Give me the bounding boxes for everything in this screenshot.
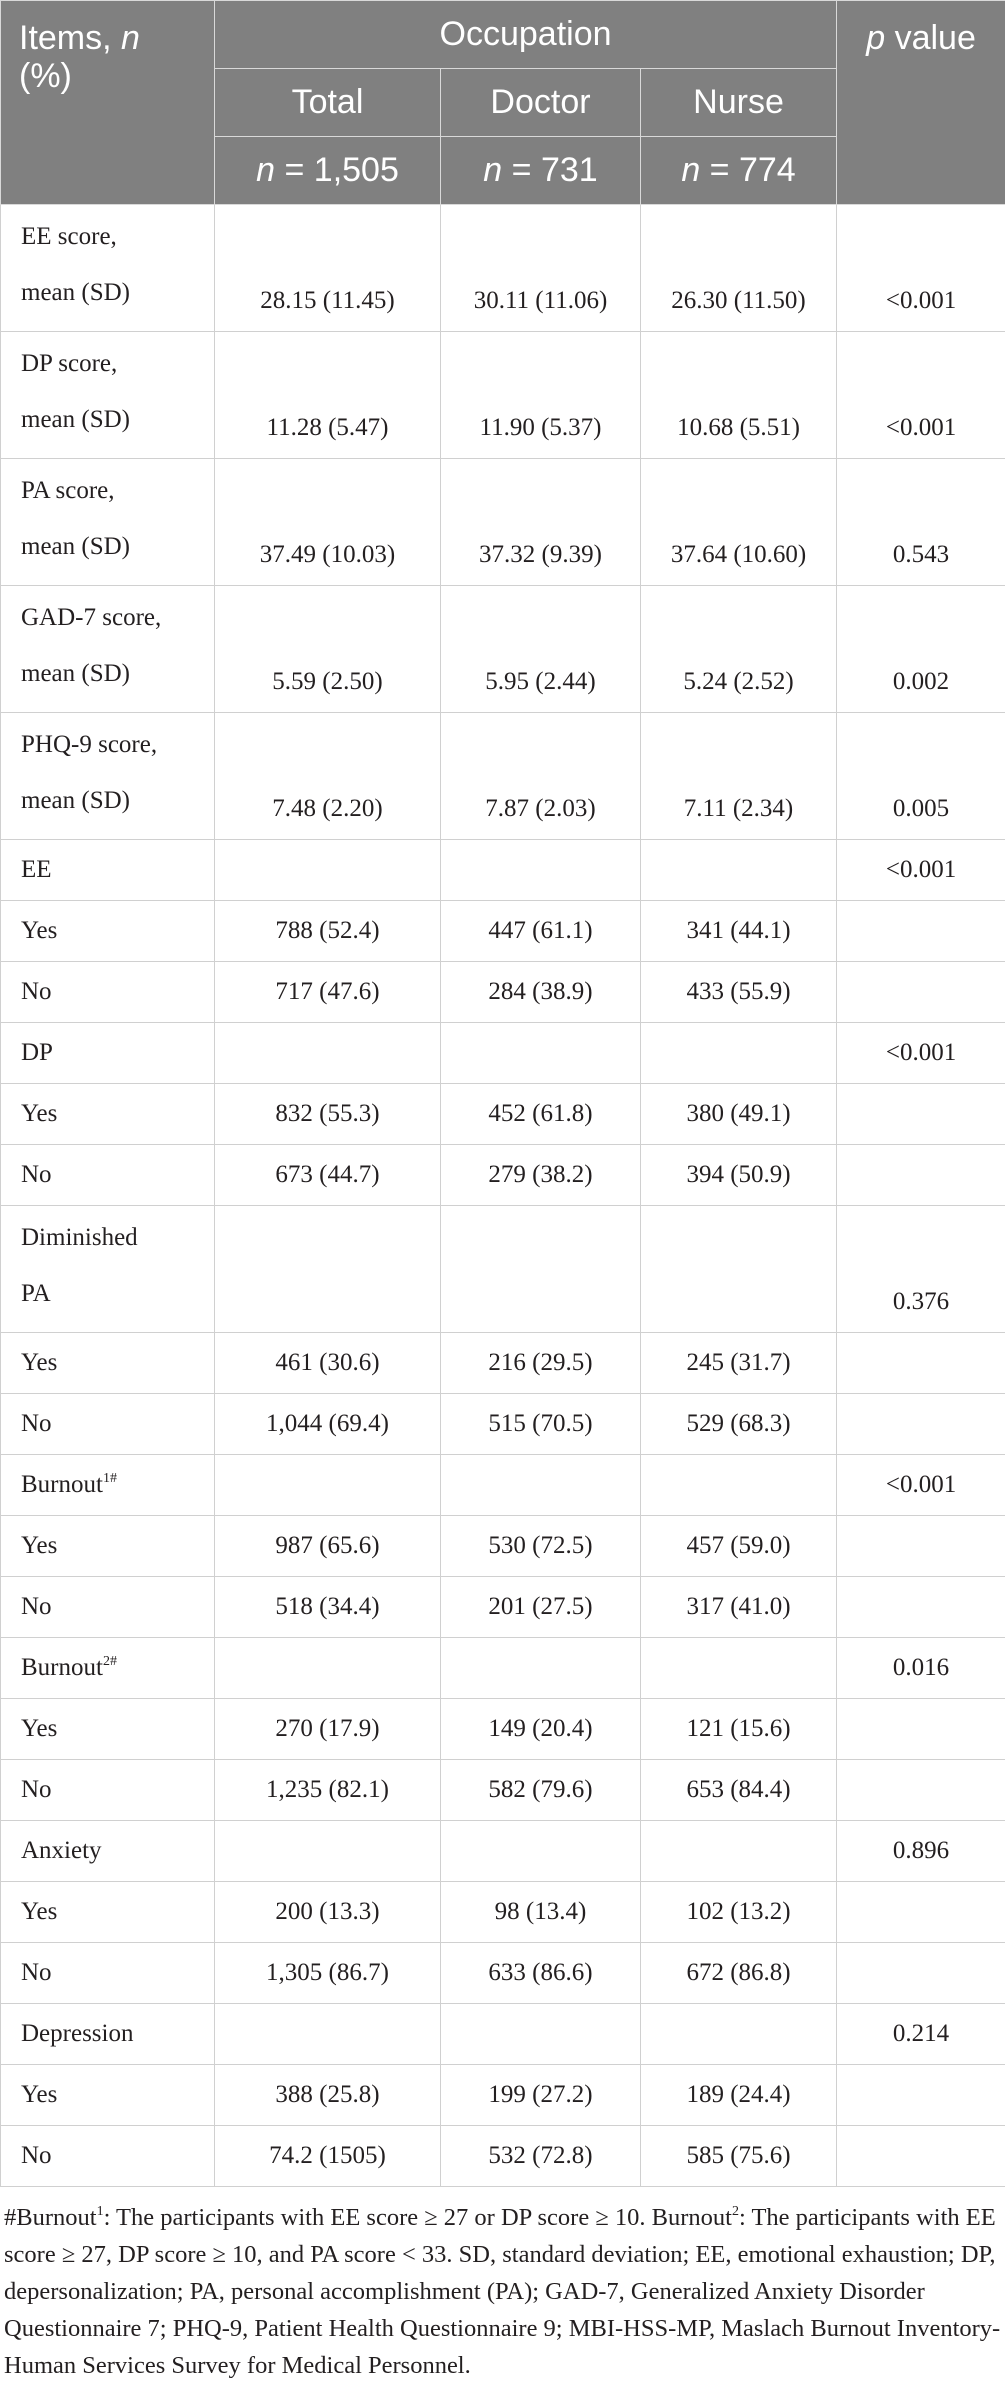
p-value-cell bbox=[837, 962, 1005, 1023]
table-row bbox=[1, 1455, 1005, 1516]
table-footnote: #Burnout$^1$: The participants with EE score ≥ 27 or DP score ≥ 10. Burnout$^2$: The participants with EE score ≥ 27, DP score ≥ 10, and PA score < 33. SD, standard deviation; EE, emotional exhaustion; DP, depersonalization; PA, personal accomplishment (PA); GAD-7, Generalized Anxiety Disorder Questionnaire 7; PHQ-9, Patient Health Questionnaire 9; MBI-HSS-MP, Maslach Burnout Inventory-Human Services Survey for Medical Personnel. bbox=[0, 2187, 1005, 2384]
total-cell: 518 (34.4) bbox=[215, 1577, 441, 1638]
row-label: GAD-7 score, mean (SD) bbox=[1, 586, 215, 713]
items-header: Items, n (%) bbox=[1, 1, 215, 205]
row-label: Diminished PA bbox=[1, 1206, 215, 1333]
total-cell bbox=[215, 840, 441, 901]
p-value-cell bbox=[837, 901, 1005, 962]
doctor-cell bbox=[441, 1455, 641, 1516]
p-value-cell: 0.016 bbox=[837, 1638, 1005, 1699]
total-cell bbox=[215, 2004, 441, 2065]
nurse-cell bbox=[641, 840, 837, 901]
total-cell: 200 (13.3) bbox=[215, 1882, 441, 1943]
table-row bbox=[1, 1206, 1005, 1333]
p-value-cell bbox=[837, 1699, 1005, 1760]
row-label: Burnout$^{1\#}$ bbox=[1, 1455, 215, 1516]
total-header: Total bbox=[215, 69, 441, 137]
p-value-cell: <0.001 bbox=[837, 205, 1005, 332]
row-label: DP score, mean (SD) bbox=[1, 332, 215, 459]
total-cell bbox=[215, 1023, 441, 1084]
nurse-cell bbox=[641, 1455, 837, 1516]
doctor-cell bbox=[441, 1638, 641, 1699]
doctor-cell: 284 (38.9) bbox=[441, 962, 641, 1023]
doctor-cell: 532 (72.8) bbox=[441, 2126, 641, 2187]
p-value-cell bbox=[837, 1333, 1005, 1394]
nurse-cell: 10.68 (5.51) bbox=[641, 332, 837, 459]
total-cell: 37.49 (10.03) bbox=[215, 459, 441, 586]
table-body bbox=[1, 205, 1005, 2187]
doctor-cell: 11.90 (5.37) bbox=[441, 332, 641, 459]
total-cell: 74.2 (1505) bbox=[215, 2126, 441, 2187]
table-row bbox=[1, 1760, 1005, 1821]
total-cell: 388 (25.8) bbox=[215, 2065, 441, 2126]
total-cell: 5.59 (2.50) bbox=[215, 586, 441, 713]
nurse-cell: 121 (15.6) bbox=[641, 1699, 837, 1760]
doctor-cell bbox=[441, 1023, 641, 1084]
nurse-cell: 317 (41.0) bbox=[641, 1577, 837, 1638]
nurse-cell bbox=[641, 1023, 837, 1084]
doctor-cell: 447 (61.1) bbox=[441, 901, 641, 962]
table-row bbox=[1, 1638, 1005, 1699]
p-value-cell: 0.376 bbox=[837, 1206, 1005, 1333]
table-row bbox=[1, 1023, 1005, 1084]
table-row bbox=[1, 1821, 1005, 1882]
total-cell: 1,235 (82.1) bbox=[215, 1760, 441, 1821]
table-header bbox=[1, 1, 1005, 205]
row-label: Yes bbox=[1, 1333, 215, 1394]
p-value-header: p value bbox=[837, 1, 1005, 205]
doctor-cell: 633 (86.6) bbox=[441, 1943, 641, 2004]
row-label: Anxiety bbox=[1, 1821, 215, 1882]
doctor-cell: 98 (13.4) bbox=[441, 1882, 641, 1943]
total-cell: 1,044 (69.4) bbox=[215, 1394, 441, 1455]
table-row bbox=[1, 1145, 1005, 1206]
nurse-cell bbox=[641, 1821, 837, 1882]
table-row bbox=[1, 840, 1005, 901]
table-row bbox=[1, 713, 1005, 840]
p-value-cell: 0.005 bbox=[837, 713, 1005, 840]
doctor-cell: 530 (72.5) bbox=[441, 1516, 641, 1577]
row-label: DP bbox=[1, 1023, 215, 1084]
row-label: No bbox=[1, 1394, 215, 1455]
row-label: EE score, mean (SD) bbox=[1, 205, 215, 332]
table-row bbox=[1, 332, 1005, 459]
table-row bbox=[1, 1577, 1005, 1638]
row-label: Yes bbox=[1, 1084, 215, 1145]
doctor-cell: 199 (27.2) bbox=[441, 2065, 641, 2126]
doctor-cell: 582 (79.6) bbox=[441, 1760, 641, 1821]
total-cell: 987 (65.6) bbox=[215, 1516, 441, 1577]
doctor-cell: 452 (61.8) bbox=[441, 1084, 641, 1145]
row-label: Depression bbox=[1, 2004, 215, 2065]
nurse-cell: 457 (59.0) bbox=[641, 1516, 837, 1577]
row-label: Yes bbox=[1, 901, 215, 962]
table-row bbox=[1, 586, 1005, 713]
doctor-cell: 515 (70.5) bbox=[441, 1394, 641, 1455]
p-value-cell bbox=[837, 1943, 1005, 2004]
p-value-cell: <0.001 bbox=[837, 332, 1005, 459]
doctor-header: Doctor bbox=[441, 69, 641, 137]
total-cell: 461 (30.6) bbox=[215, 1333, 441, 1394]
doctor-cell: 279 (38.2) bbox=[441, 1145, 641, 1206]
row-label: No bbox=[1, 2126, 215, 2187]
nurse-cell: 653 (84.4) bbox=[641, 1760, 837, 1821]
table-row bbox=[1, 205, 1005, 332]
table-row bbox=[1, 2126, 1005, 2187]
row-label: No bbox=[1, 1145, 215, 1206]
nurse-cell: 341 (44.1) bbox=[641, 901, 837, 962]
doctor-cell: 216 (29.5) bbox=[441, 1333, 641, 1394]
nurse-n-header: n = 774 bbox=[641, 137, 837, 205]
total-cell: 7.48 (2.20) bbox=[215, 713, 441, 840]
row-label: Yes bbox=[1, 1699, 215, 1760]
doctor-cell bbox=[441, 2004, 641, 2065]
doctor-cell bbox=[441, 1206, 641, 1333]
total-cell: 28.15 (11.45) bbox=[215, 205, 441, 332]
nurse-cell: 5.24 (2.52) bbox=[641, 586, 837, 713]
nurse-cell: 585 (75.6) bbox=[641, 2126, 837, 2187]
table-row bbox=[1, 1882, 1005, 1943]
nurse-cell bbox=[641, 2004, 837, 2065]
row-label: PA score, mean (SD) bbox=[1, 459, 215, 586]
table-row bbox=[1, 962, 1005, 1023]
p-value-cell: <0.001 bbox=[837, 1023, 1005, 1084]
p-value-cell: 0.896 bbox=[837, 1821, 1005, 1882]
row-label: No bbox=[1, 1943, 215, 2004]
p-value-cell bbox=[837, 1577, 1005, 1638]
nurse-cell: 529 (68.3) bbox=[641, 1394, 837, 1455]
p-value-cell: <0.001 bbox=[837, 1455, 1005, 1516]
nurse-cell: 37.64 (10.60) bbox=[641, 459, 837, 586]
total-cell bbox=[215, 1455, 441, 1516]
p-value-cell: 0.002 bbox=[837, 586, 1005, 713]
occupation-header: Occupation bbox=[215, 1, 837, 69]
row-label: Yes bbox=[1, 2065, 215, 2126]
nurse-cell: 189 (24.4) bbox=[641, 2065, 837, 2126]
nurse-cell bbox=[641, 1638, 837, 1699]
p-value-cell: <0.001 bbox=[837, 840, 1005, 901]
total-cell bbox=[215, 1638, 441, 1699]
p-value-cell bbox=[837, 2126, 1005, 2187]
p-value-cell bbox=[837, 1516, 1005, 1577]
row-label: Yes bbox=[1, 1516, 215, 1577]
nurse-cell: 7.11 (2.34) bbox=[641, 713, 837, 840]
total-cell: 788 (52.4) bbox=[215, 901, 441, 962]
nurse-cell: 433 (55.9) bbox=[641, 962, 837, 1023]
total-n-header: n = 1,505 bbox=[215, 137, 441, 205]
nurse-cell: 380 (49.1) bbox=[641, 1084, 837, 1145]
doctor-n-header: n = 731 bbox=[441, 137, 641, 205]
table-row bbox=[1, 2065, 1005, 2126]
table-row bbox=[1, 459, 1005, 586]
doctor-cell: 37.32 (9.39) bbox=[441, 459, 641, 586]
table-row bbox=[1, 1516, 1005, 1577]
nurse-cell: 394 (50.9) bbox=[641, 1145, 837, 1206]
p-value-cell bbox=[837, 1760, 1005, 1821]
total-cell bbox=[215, 1206, 441, 1333]
p-value-cell: 0.543 bbox=[837, 459, 1005, 586]
table-row bbox=[1, 1084, 1005, 1145]
table-row bbox=[1, 1394, 1005, 1455]
p-value-cell bbox=[837, 1882, 1005, 1943]
doctor-cell: 201 (27.5) bbox=[441, 1577, 641, 1638]
total-cell: 717 (47.6) bbox=[215, 962, 441, 1023]
doctor-cell bbox=[441, 1821, 641, 1882]
row-label: No bbox=[1, 962, 215, 1023]
nurse-header: Nurse bbox=[641, 69, 837, 137]
doctor-cell: 30.11 (11.06) bbox=[441, 205, 641, 332]
total-cell bbox=[215, 1821, 441, 1882]
p-value-cell bbox=[837, 2065, 1005, 2126]
table-row bbox=[1, 1943, 1005, 2004]
row-label: No bbox=[1, 1760, 215, 1821]
nurse-cell: 102 (13.2) bbox=[641, 1882, 837, 1943]
table-row bbox=[1, 901, 1005, 962]
total-cell: 673 (44.7) bbox=[215, 1145, 441, 1206]
doctor-cell: 7.87 (2.03) bbox=[441, 713, 641, 840]
p-value-cell: 0.214 bbox=[837, 2004, 1005, 2065]
doctor-cell bbox=[441, 840, 641, 901]
row-label: EE bbox=[1, 840, 215, 901]
row-label: Burnout$^{2\#}$ bbox=[1, 1638, 215, 1699]
nurse-cell: 672 (86.8) bbox=[641, 1943, 837, 2004]
total-cell: 832 (55.3) bbox=[215, 1084, 441, 1145]
nurse-cell bbox=[641, 1206, 837, 1333]
doctor-cell: 149 (20.4) bbox=[441, 1699, 641, 1760]
table-row bbox=[1, 1333, 1005, 1394]
total-cell: 11.28 (5.47) bbox=[215, 332, 441, 459]
row-label: PHQ-9 score, mean (SD) bbox=[1, 713, 215, 840]
p-value-cell bbox=[837, 1394, 1005, 1455]
total-cell: 270 (17.9) bbox=[215, 1699, 441, 1760]
doctor-cell: 5.95 (2.44) bbox=[441, 586, 641, 713]
nurse-cell: 245 (31.7) bbox=[641, 1333, 837, 1394]
p-value-cell bbox=[837, 1145, 1005, 1206]
row-label: No bbox=[1, 1577, 215, 1638]
table-row bbox=[1, 2004, 1005, 2065]
p-value-cell bbox=[837, 1084, 1005, 1145]
row-label: Yes bbox=[1, 1882, 215, 1943]
nurse-cell: 26.30 (11.50) bbox=[641, 205, 837, 332]
table-row bbox=[1, 1699, 1005, 1760]
total-cell: 1,305 (86.7) bbox=[215, 1943, 441, 2004]
